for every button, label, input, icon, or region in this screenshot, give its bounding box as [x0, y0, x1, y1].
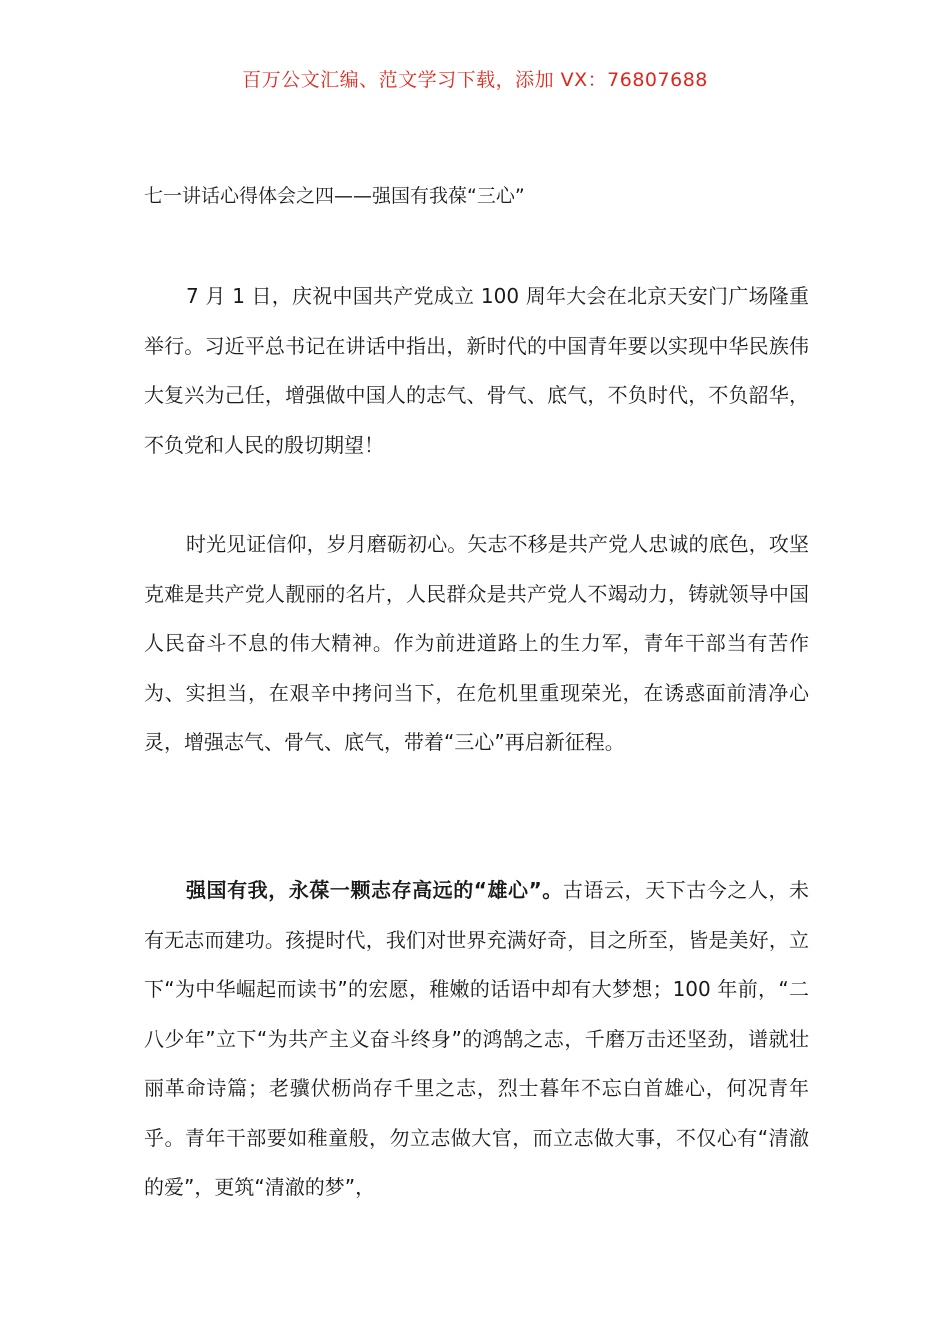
paragraph-2-text: 时光见证信仰，岁月磨砺初心。矢志不移是共产党人忠诚的底色，攻坚克难是共产党人靓丽的名片，人民群众是共产党人不竭动力，铸就领导中国人民奋斗不息的伟大精神。作为前进道路上的生力军，青年干部当有苦作为、实担当，在艰辛中拷问当下，在危机里重现荣光，在诱惑面前清净心灵，增强志气、骨气、底气，带着“三心”再启新征程。 — [144, 532, 809, 754]
paragraph-3 — [144, 866, 809, 1213]
document-title: 七一讲话心得体会之四——强国有我葆“三心” — [144, 185, 525, 207]
paragraph-1 — [144, 272, 809, 470]
paragraph-1-text: 7 月 1 日，庆祝中国共产党成立 100 周年大会在北京天安门广场隆重举行。习近平总书记在讲话中指出，新时代的中国青年要以实现中华民族伟大复兴为己任，增强做中国人的志气、骨气、底气，不负时代，不负韶华，不负党和人民的殷切期望！ — [144, 284, 809, 457]
paragraph-2 — [144, 520, 809, 768]
header-banner: 百万公文汇编、范文学习下载，添加 VX：76807688 — [242, 69, 708, 91]
paragraph-3-lead-heading: 强国有我，永葆一颗志存高远的“雄心”。 — [186, 878, 563, 902]
paragraph-3-text: 古语云，天下古今之人，未有无志而建功。孩提时代，我们对世界充满好奇，目之所至，皆是美好，立下“为中华崛起而读书”的宏愿，稚嫩的话语中却有大梦想；100 年前，“二八少年”立下“为共产主义奋斗终身”的鸿鹄之志，千磨万击还坚劲，谱就壮丽革命诗篇；老骥伏枥尚存千里之志，烈士暮年不忘白首雄心，何况青年乎。青年干部要如稚童般，勿立志做大官，而立志做大事，不仅心有“清澈的爱”，更筑“清澈的梦”， — [144, 878, 809, 1199]
